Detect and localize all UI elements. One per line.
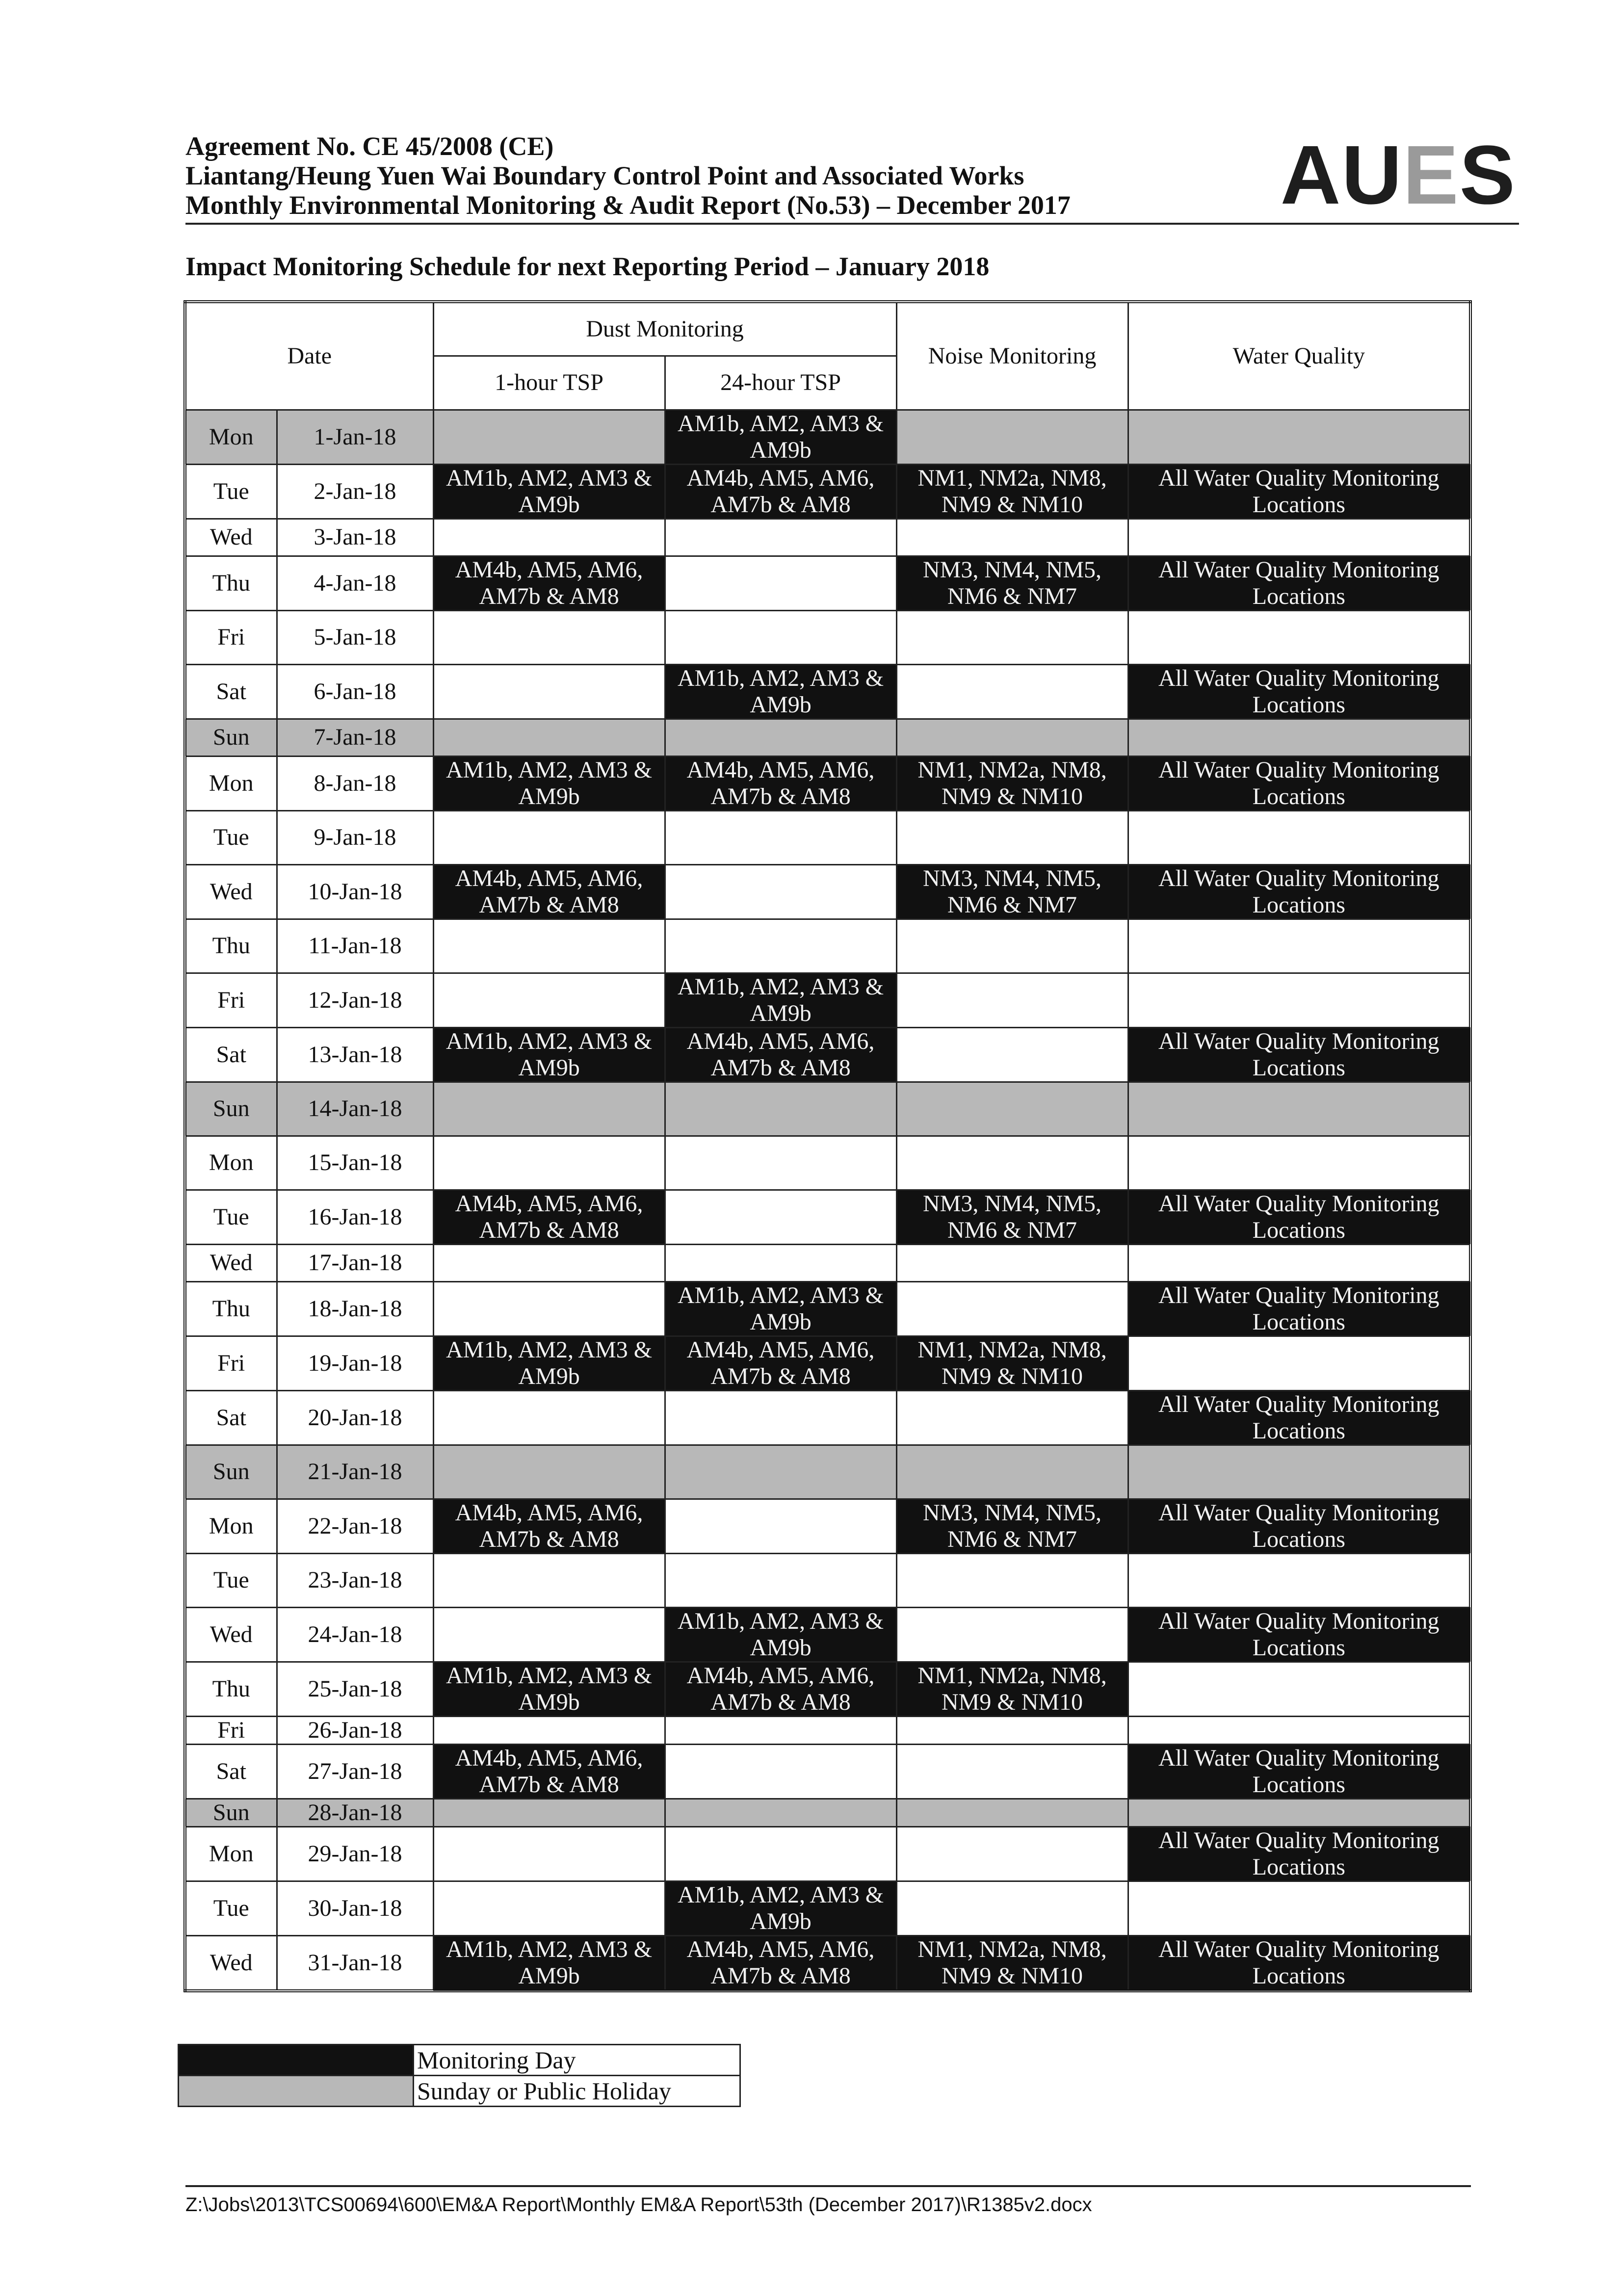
schedule-row (185, 1136, 1470, 1190)
date-cell: 8-Jan-18 (277, 756, 433, 810)
noise-cell (896, 1027, 1128, 1082)
day-cell: Wed (185, 519, 277, 556)
footer-divider (185, 2185, 1471, 2187)
day-cell: Mon (185, 410, 277, 464)
schedule-row (185, 1744, 1470, 1799)
noise-cell: NM3, NM4, NM5, NM6 & NM7 (896, 556, 1128, 610)
tsp-24hour-cell (665, 1553, 896, 1607)
tsp-24hour-cell (665, 1390, 896, 1445)
tsp-1hour-cell (433, 919, 665, 973)
schedule-row (185, 1281, 1470, 1336)
day-cell: Sun (185, 1445, 277, 1499)
agreement-number: Agreement No. CE 45/2008 (CE) (185, 131, 554, 161)
water-quality-cell (1128, 519, 1470, 556)
water-quality-cell (1128, 1553, 1470, 1607)
schedule-row (185, 1027, 1470, 1082)
tsp-1hour-cell (433, 1799, 665, 1826)
tsp-1hour-cell (433, 1136, 665, 1190)
day-cell: Thu (185, 919, 277, 973)
water-quality-cell: All Water Quality Monitoring Locations (1128, 864, 1470, 919)
date-cell: 10-Jan-18 (277, 864, 433, 919)
tsp-24hour-cell (665, 719, 896, 756)
tsp-24hour-cell (665, 919, 896, 973)
tsp-24hour-cell (665, 1190, 896, 1244)
date-cell: 15-Jan-18 (277, 1136, 433, 1190)
logo-text-au: AU (1280, 129, 1403, 222)
noise-cell (896, 1244, 1128, 1281)
tsp-24hour-cell: AM1b, AM2, AM3 & AM9b (665, 410, 896, 464)
noise-cell: NM1, NM2a, NM8, NM9 & NM10 (896, 756, 1128, 810)
schedule-row (185, 1390, 1470, 1445)
header-dust-monitoring: Dust Monitoring (433, 302, 896, 356)
tsp-1hour-cell (433, 1607, 665, 1662)
noise-cell (896, 1716, 1128, 1744)
schedule-row (185, 1881, 1470, 1935)
noise-cell (896, 1799, 1128, 1826)
legend-swatch-monitoring (179, 2045, 414, 2076)
water-quality-cell (1128, 810, 1470, 864)
tsp-1hour-cell (433, 1826, 665, 1881)
tsp-1hour-cell: AM1b, AM2, AM3 & AM9b (433, 1336, 665, 1390)
header-1hour-tsp: 1-hour TSP (433, 356, 665, 410)
noise-cell: NM3, NM4, NM5, NM6 & NM7 (896, 1499, 1128, 1553)
date-cell: 20-Jan-18 (277, 1390, 433, 1445)
tsp-1hour-cell (433, 719, 665, 756)
legend (178, 2044, 741, 2107)
noise-cell: NM1, NM2a, NM8, NM9 & NM10 (896, 1336, 1128, 1390)
day-cell: Thu (185, 556, 277, 610)
project-title: Liantang/Heung Yuen Wai Boundary Control Point and Associated Works (185, 161, 1024, 190)
report-title: Monthly Environmental Monitoring & Audit Report (No.53) – December 2017 (185, 190, 1071, 220)
noise-cell (896, 810, 1128, 864)
date-cell: 17-Jan-18 (277, 1244, 433, 1281)
date-cell: 1-Jan-18 (277, 410, 433, 464)
day-cell: Fri (185, 1716, 277, 1744)
tsp-24hour-cell (665, 810, 896, 864)
day-cell: Wed (185, 1244, 277, 1281)
water-quality-cell (1128, 1136, 1470, 1190)
schedule-row (185, 1716, 1470, 1744)
schedule-row (185, 1799, 1470, 1826)
day-cell: Sun (185, 719, 277, 756)
noise-cell (896, 664, 1128, 719)
date-cell: 27-Jan-18 (277, 1744, 433, 1799)
date-cell: 30-Jan-18 (277, 1881, 433, 1935)
water-quality-cell (1128, 719, 1470, 756)
day-cell: Mon (185, 756, 277, 810)
schedule-row (185, 756, 1470, 810)
legend-label-monitoring-day: Monitoring Day (414, 2045, 740, 2076)
date-cell: 13-Jan-18 (277, 1027, 433, 1082)
water-quality-cell: All Water Quality Monitoring Locations (1128, 1190, 1470, 1244)
water-quality-cell: All Water Quality Monitoring Locations (1128, 756, 1470, 810)
tsp-1hour-cell (433, 1881, 665, 1935)
tsp-24hour-cell: AM4b, AM5, AM6, AM7b & AM8 (665, 1935, 896, 1991)
water-quality-cell (1128, 1881, 1470, 1935)
noise-cell (896, 1881, 1128, 1935)
schedule-row (185, 519, 1470, 556)
schedule-row (185, 864, 1470, 919)
schedule-row (185, 810, 1470, 864)
day-cell: Wed (185, 1607, 277, 1662)
schedule-body (185, 410, 1470, 1991)
aues-logo (1280, 129, 1516, 222)
schedule-row (185, 1499, 1470, 1553)
day-cell: Tue (185, 1190, 277, 1244)
date-cell: 9-Jan-18 (277, 810, 433, 864)
tsp-1hour-cell (433, 1445, 665, 1499)
tsp-24hour-cell: AM1b, AM2, AM3 & AM9b (665, 1281, 896, 1336)
tsp-24hour-cell: AM4b, AM5, AM6, AM7b & AM8 (665, 1662, 896, 1716)
tsp-1hour-cell: AM1b, AM2, AM3 & AM9b (433, 1662, 665, 1716)
date-cell: 7-Jan-18 (277, 719, 433, 756)
date-cell: 5-Jan-18 (277, 610, 433, 664)
water-quality-cell (1128, 1244, 1470, 1281)
monitoring-schedule-table (183, 300, 1472, 1992)
schedule-row (185, 610, 1470, 664)
header-24hour-tsp: 24-hour TSP (665, 356, 896, 410)
tsp-24hour-cell (665, 1799, 896, 1826)
schedule-row (185, 1244, 1470, 1281)
tsp-1hour-cell (433, 810, 665, 864)
day-cell: Tue (185, 1553, 277, 1607)
date-cell: 31-Jan-18 (277, 1935, 433, 1991)
tsp-1hour-cell (433, 410, 665, 464)
noise-cell (896, 1826, 1128, 1881)
tsp-1hour-cell: AM1b, AM2, AM3 & AM9b (433, 1027, 665, 1082)
date-cell: 6-Jan-18 (277, 664, 433, 719)
tsp-1hour-cell (433, 1390, 665, 1445)
date-cell: 21-Jan-18 (277, 1445, 433, 1499)
water-quality-cell (1128, 919, 1470, 973)
day-cell: Tue (185, 464, 277, 519)
schedule-row (185, 664, 1470, 719)
water-quality-cell (1128, 610, 1470, 664)
schedule-row (185, 556, 1470, 610)
noise-cell (896, 719, 1128, 756)
tsp-24hour-cell (665, 1244, 896, 1281)
tsp-1hour-cell (433, 1716, 665, 1744)
noise-cell (896, 1281, 1128, 1336)
noise-cell (896, 1390, 1128, 1445)
date-cell: 19-Jan-18 (277, 1336, 433, 1390)
tsp-24hour-cell (665, 1716, 896, 1744)
file-path-footer: Z:\Jobs\2013\TCS00694\600\EM&A Report\Monthly EM&A Report\53th (December 2017)\R1385v2.docx (185, 2194, 1092, 2216)
day-cell: Mon (185, 1136, 277, 1190)
noise-cell: NM1, NM2a, NM8, NM9 & NM10 (896, 1662, 1128, 1716)
schedule-row (185, 919, 1470, 973)
noise-cell (896, 519, 1128, 556)
schedule-row (185, 1553, 1470, 1607)
water-quality-cell (1128, 1445, 1470, 1499)
tsp-24hour-cell (665, 519, 896, 556)
water-quality-cell: All Water Quality Monitoring Locations (1128, 556, 1470, 610)
date-cell: 4-Jan-18 (277, 556, 433, 610)
date-cell: 2-Jan-18 (277, 464, 433, 519)
date-cell: 28-Jan-18 (277, 1799, 433, 1826)
noise-cell: NM3, NM4, NM5, NM6 & NM7 (896, 864, 1128, 919)
schedule-row (185, 410, 1470, 464)
tsp-24hour-cell (665, 1826, 896, 1881)
tsp-1hour-cell (433, 1244, 665, 1281)
tsp-1hour-cell: AM4b, AM5, AM6, AM7b & AM8 (433, 556, 665, 610)
water-quality-cell: All Water Quality Monitoring Locations (1128, 1027, 1470, 1082)
logo-text-e: E (1403, 129, 1460, 222)
schedule-row (185, 719, 1470, 756)
report-header (185, 131, 1519, 225)
schedule-row (185, 973, 1470, 1027)
date-cell: 16-Jan-18 (277, 1190, 433, 1244)
tsp-24hour-cell (665, 610, 896, 664)
water-quality-cell: All Water Quality Monitoring Locations (1128, 1499, 1470, 1553)
tsp-24hour-cell: AM4b, AM5, AM6, AM7b & AM8 (665, 756, 896, 810)
schedule-row (185, 1826, 1470, 1881)
legend-label-holiday: Sunday or Public Holiday (414, 2076, 740, 2107)
tsp-24hour-cell: AM4b, AM5, AM6, AM7b & AM8 (665, 1027, 896, 1082)
tsp-1hour-cell: AM4b, AM5, AM6, AM7b & AM8 (433, 1744, 665, 1799)
water-quality-cell (1128, 1336, 1470, 1390)
tsp-1hour-cell (433, 973, 665, 1027)
day-cell: Thu (185, 1662, 277, 1716)
noise-cell: NM3, NM4, NM5, NM6 & NM7 (896, 1190, 1128, 1244)
water-quality-cell: All Water Quality Monitoring Locations (1128, 1390, 1470, 1445)
tsp-24hour-cell (665, 1136, 896, 1190)
section-title: Impact Monitoring Schedule for next Reporting Period – January 2018 (185, 252, 990, 281)
tsp-24hour-cell: AM1b, AM2, AM3 & AM9b (665, 1881, 896, 1935)
date-cell: 3-Jan-18 (277, 519, 433, 556)
day-cell: Wed (185, 864, 277, 919)
tsp-1hour-cell: AM1b, AM2, AM3 & AM9b (433, 464, 665, 519)
schedule-row (185, 1607, 1470, 1662)
header-water-quality: Water Quality (1128, 302, 1470, 410)
tsp-24hour-cell (665, 1445, 896, 1499)
schedule-row (185, 1935, 1470, 1991)
water-quality-cell: All Water Quality Monitoring Locations (1128, 1744, 1470, 1799)
tsp-24hour-cell: AM4b, AM5, AM6, AM7b & AM8 (665, 464, 896, 519)
day-cell: Tue (185, 810, 277, 864)
tsp-1hour-cell: AM4b, AM5, AM6, AM7b & AM8 (433, 864, 665, 919)
date-cell: 29-Jan-18 (277, 1826, 433, 1881)
tsp-1hour-cell (433, 1553, 665, 1607)
water-quality-cell (1128, 1082, 1470, 1136)
date-cell: 23-Jan-18 (277, 1553, 433, 1607)
day-cell: Thu (185, 1281, 277, 1336)
schedule-row (185, 464, 1470, 519)
day-cell: Tue (185, 1881, 277, 1935)
date-cell: 11-Jan-18 (277, 919, 433, 973)
day-cell: Sat (185, 1390, 277, 1445)
water-quality-cell (1128, 1716, 1470, 1744)
day-cell: Fri (185, 610, 277, 664)
noise-cell (896, 1744, 1128, 1799)
water-quality-cell: All Water Quality Monitoring Locations (1128, 1935, 1470, 1991)
tsp-24hour-cell (665, 1744, 896, 1799)
legend-swatch-holiday (179, 2076, 414, 2107)
noise-cell: NM1, NM2a, NM8, NM9 & NM10 (896, 464, 1128, 519)
date-cell: 25-Jan-18 (277, 1662, 433, 1716)
day-cell: Sat (185, 1027, 277, 1082)
day-cell: Fri (185, 973, 277, 1027)
tsp-1hour-cell (433, 1281, 665, 1336)
day-cell: Sat (185, 1744, 277, 1799)
tsp-1hour-cell: AM4b, AM5, AM6, AM7b & AM8 (433, 1499, 665, 1553)
tsp-1hour-cell (433, 610, 665, 664)
header-noise-monitoring: Noise Monitoring (896, 302, 1128, 410)
day-cell: Wed (185, 1935, 277, 1991)
day-cell: Mon (185, 1499, 277, 1553)
date-cell: 26-Jan-18 (277, 1716, 433, 1744)
tsp-24hour-cell: AM1b, AM2, AM3 & AM9b (665, 973, 896, 1027)
noise-cell (896, 1082, 1128, 1136)
tsp-24hour-cell: AM1b, AM2, AM3 & AM9b (665, 664, 896, 719)
water-quality-cell: All Water Quality Monitoring Locations (1128, 464, 1470, 519)
date-cell: 18-Jan-18 (277, 1281, 433, 1336)
water-quality-cell (1128, 973, 1470, 1027)
water-quality-cell: All Water Quality Monitoring Locations (1128, 1281, 1470, 1336)
logo-text-s: S (1459, 129, 1516, 222)
noise-cell (896, 610, 1128, 664)
tsp-24hour-cell (665, 1499, 896, 1553)
date-cell: 14-Jan-18 (277, 1082, 433, 1136)
tsp-24hour-cell: AM4b, AM5, AM6, AM7b & AM8 (665, 1336, 896, 1390)
water-quality-cell: All Water Quality Monitoring Locations (1128, 1607, 1470, 1662)
header-date: Date (185, 302, 433, 410)
water-quality-cell: All Water Quality Monitoring Locations (1128, 664, 1470, 719)
tsp-1hour-cell (433, 1082, 665, 1136)
noise-cell (896, 919, 1128, 973)
date-cell: 24-Jan-18 (277, 1607, 433, 1662)
day-cell: Mon (185, 1826, 277, 1881)
noise-cell (896, 1445, 1128, 1499)
noise-cell (896, 1553, 1128, 1607)
schedule-row (185, 1190, 1470, 1244)
tsp-24hour-cell (665, 556, 896, 610)
water-quality-cell: All Water Quality Monitoring Locations (1128, 1826, 1470, 1881)
tsp-24hour-cell (665, 864, 896, 919)
tsp-24hour-cell: AM1b, AM2, AM3 & AM9b (665, 1607, 896, 1662)
schedule-row (185, 1336, 1470, 1390)
schedule-row (185, 1082, 1470, 1136)
noise-cell (896, 1136, 1128, 1190)
schedule-row (185, 1445, 1470, 1499)
tsp-1hour-cell: AM1b, AM2, AM3 & AM9b (433, 756, 665, 810)
noise-cell (896, 973, 1128, 1027)
noise-cell (896, 410, 1128, 464)
day-cell: Sun (185, 1799, 277, 1826)
water-quality-cell (1128, 1799, 1470, 1826)
tsp-24hour-cell (665, 1082, 896, 1136)
noise-cell (896, 1607, 1128, 1662)
tsp-1hour-cell (433, 664, 665, 719)
water-quality-cell (1128, 1662, 1470, 1716)
day-cell: Sat (185, 664, 277, 719)
day-cell: Sun (185, 1082, 277, 1136)
day-cell: Fri (185, 1336, 277, 1390)
tsp-1hour-cell (433, 519, 665, 556)
tsp-1hour-cell: AM4b, AM5, AM6, AM7b & AM8 (433, 1190, 665, 1244)
noise-cell: NM1, NM2a, NM8, NM9 & NM10 (896, 1935, 1128, 1991)
date-cell: 12-Jan-18 (277, 973, 433, 1027)
date-cell: 22-Jan-18 (277, 1499, 433, 1553)
tsp-1hour-cell: AM1b, AM2, AM3 & AM9b (433, 1935, 665, 1991)
schedule-row (185, 1662, 1470, 1716)
water-quality-cell (1128, 410, 1470, 464)
